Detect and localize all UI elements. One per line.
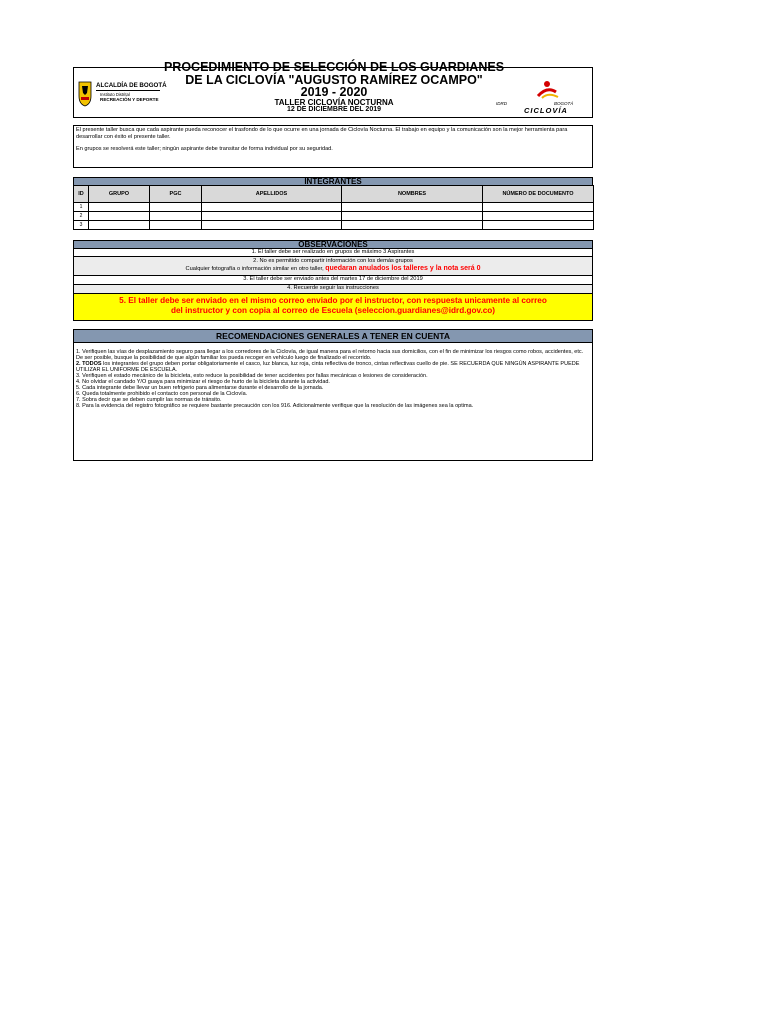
col-documento: NÚMERO DE DOCUMENTO xyxy=(483,186,594,203)
table-row xyxy=(74,203,594,212)
intro-box xyxy=(73,125,593,168)
document-header xyxy=(73,60,593,118)
cell[interactable] xyxy=(202,221,342,230)
title-line-1: PROCEDIMIENTO DE SELECCIÓN DE LOS GUARDIANES xyxy=(163,60,505,74)
cell[interactable] xyxy=(342,221,483,230)
workshop-subtitle: TALLER CICLOVÍA NOCTURNA xyxy=(274,98,394,107)
col-nombres: NOMBRES xyxy=(342,186,483,203)
cell[interactable] xyxy=(342,203,483,212)
cell[interactable] xyxy=(89,212,150,221)
observacion-1: 1. El taller debe ser realizado en grupos de máximo 3 Aspirantes xyxy=(73,249,593,257)
cell[interactable] xyxy=(150,203,202,212)
recomendacion-1: 1. Verifiquen las vías de desplazamiento seguro para llegar a los corredores de la Ciclovía, de igual manera para el retorno hacia sus domicilios, con el fin de minimizar los riesgos como robos, accidentes, etc. De ser posible, busque la posibilidad de que algún familiar los pueda recoger en vehículo luego de finalizado el recorrido. xyxy=(76,349,584,361)
col-grupo: GRUPO xyxy=(89,186,150,203)
row-id: 2 xyxy=(74,212,89,221)
table-row xyxy=(74,212,594,221)
cyclist-icon xyxy=(534,80,560,100)
recomendaciones-title: RECOMENDACIONES GENERALES A TENER EN CUENTA xyxy=(73,329,593,343)
recomendacion-5: 5. Cada integrante debe llevar un buen refrigerio para alimentarse durante el desarrollo de la jornada. xyxy=(76,385,324,391)
alcaldia-subtitle: Instituto Distrital xyxy=(100,92,130,97)
recomendacion-7: 7. Sobra decir que se deben cumplir las normas de tránsito. xyxy=(76,397,222,403)
observaciones-title: OBSERVACIONES xyxy=(73,240,593,249)
recomendacion-6: 6. Queda totalmente prohibido el contacto con personal de la Ciclovía. xyxy=(76,391,248,397)
recomendacion-4: 4. No olvidar el candado Y/O guaya para minimizar el riesgo de hurto de la bicicleta durante la actividad. xyxy=(76,379,330,385)
title-line-3: 2019 - 2020 xyxy=(300,85,368,99)
idrd-label: IDRD xyxy=(496,101,507,106)
cell[interactable] xyxy=(202,203,342,212)
observacion-5-line-2: del instructor y con copia al correo de Escuela (seleccion.guardianes@idrd.gov.co) xyxy=(170,306,496,315)
ciclovia-brand: CICLOVÍA xyxy=(524,106,568,115)
cell[interactable] xyxy=(483,203,594,212)
cell[interactable] xyxy=(202,212,342,221)
cell[interactable] xyxy=(89,203,150,212)
row-id: 1 xyxy=(74,203,89,212)
integrantes-table xyxy=(73,185,594,230)
row-id: 3 xyxy=(74,221,89,230)
recomendacion-2-bold: 2. TODOS xyxy=(76,361,102,367)
cell[interactable] xyxy=(150,221,202,230)
cell[interactable] xyxy=(483,212,594,221)
recomendacion-2-text: los integrantes del grupo deben portar obligatoriamente el casco, luz blanca, luz roja, cinta reflectiva de tronco, cintas reflectivas cuello de pie. SE RECUERDA QUE NINGÚN ASPIRANTE PUEDE UTILIZAR EL UNIFORME DE ESCUELA. xyxy=(76,361,580,373)
cell[interactable] xyxy=(483,221,594,230)
table-header-row xyxy=(74,186,594,203)
observacion-5-line-1: 5. El taller debe ser enviado en el mismo correo enviado por el instructor, con respuesta unicamente al correo xyxy=(119,296,547,305)
observacion-2-red: quedaran anulados los talleres y la nota será 0 xyxy=(325,265,481,272)
cell[interactable] xyxy=(342,212,483,221)
integrantes-title: INTEGRANTES xyxy=(73,177,593,186)
intro-paragraph-1: El presente taller busca que cada aspirante pueda reconocer el trasfondo de lo que ocurre en una jornada de Ciclovía Nocturna. El trabajo en equipo y la comunicación son la mejor herramienta para desarrollar con éxito el presente taller. xyxy=(76,127,568,140)
bogota-label: BOGOTÁ xyxy=(554,101,574,106)
workshop-date: 12 DE DICIEMBRE DEL 2019 xyxy=(286,106,381,113)
observacion-5 xyxy=(73,294,593,321)
observacion-2 xyxy=(73,257,593,276)
col-pgc: PGC xyxy=(150,186,202,203)
ciclovia-logo xyxy=(494,80,589,114)
observacion-2-line: 2. No es permitido compartir información con los demás grupos xyxy=(253,258,413,264)
observacion-3: 3. El taller debe ser enviado antes del martes 17 de diciembre del 2019 xyxy=(73,276,593,285)
observacion-4: 4. Recuerde seguir las instrucciones xyxy=(73,285,593,294)
cell[interactable] xyxy=(150,212,202,221)
alcaldia-title: ALCALDÍA DE BOGOTÁ xyxy=(96,82,167,89)
recomendacion-2 xyxy=(76,361,590,373)
col-id: ID xyxy=(74,186,89,203)
cell[interactable] xyxy=(89,221,150,230)
recomendacion-8: 8. Para la evidencia del registro fotográfico se requiere bastante precaución con los 916. Adicionalmente verifique que la resolución de las imágenes sea la optima. xyxy=(76,403,474,409)
col-apellidos: APELLIDOS xyxy=(202,186,342,203)
divider xyxy=(96,90,160,91)
recomendacion-3: 3. Verifiquen el estado mecánico de la bicicleta, esto reduce la posibilidad de tener accidentes por fallas mecánicas o lesiones de consideración. xyxy=(76,373,428,379)
title-line-2: DE LA CICLOVÍA "AUGUSTO RAMÍREZ OCAMPO" xyxy=(185,73,483,87)
observacion-2-text: Cualquier fotografía o información similar en otro taller, xyxy=(185,266,326,272)
observacion-2-warning xyxy=(74,265,592,273)
alcaldia-department: RECREACIÓN Y DEPORTE xyxy=(100,97,159,102)
coat-of-arms-icon xyxy=(78,81,92,107)
table-row xyxy=(74,221,594,230)
intro-paragraph-2: En grupos se resolverá este taller; ningún aspirante debe transitar de forma individual por su seguridad. xyxy=(76,146,333,153)
recomendaciones-box xyxy=(73,343,593,461)
